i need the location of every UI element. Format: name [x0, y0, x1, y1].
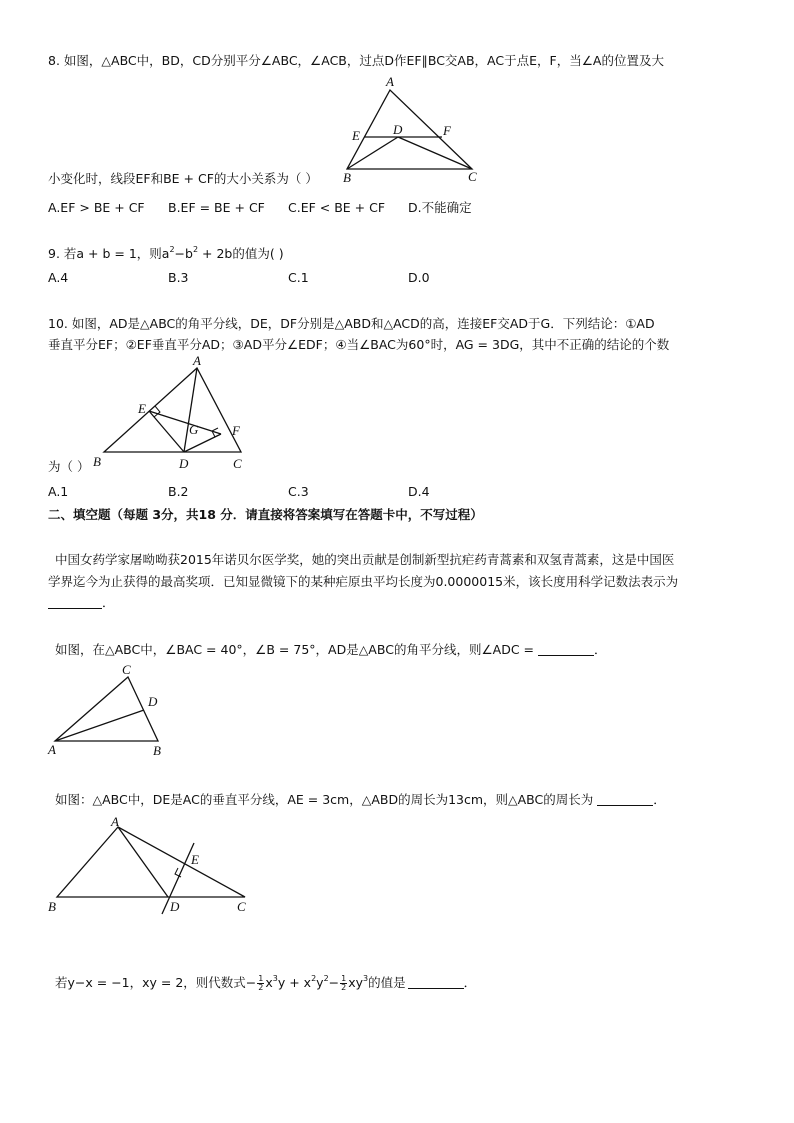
q8-label-a: A: [386, 74, 394, 89]
q8-option-c: C.EF < BE + CF: [288, 200, 386, 215]
q10-segment-ad: [184, 368, 197, 452]
q10-line3: 为（ ）: [48, 459, 90, 474]
q14-fraction-1: $\frac{1}{2}$: [258, 974, 264, 992]
q11-line2: 学界迄今为止获得的最高奖项．已知显微镜下的某种疟原虫平均长度为0.0000015米，该长度用科学记数法表示为: [48, 574, 679, 589]
q8-label-d: D: [393, 122, 403, 137]
q10-option-a: A.1: [48, 484, 69, 499]
q14-stem: 若y−x = −1，xy = 2，则代数式− $\frac{1}{2}$ $x^3y + x^2y^2-$ $\frac{1}{2}$ $xy^3$的值是 ．: [55, 974, 477, 992]
q13-label-a: A: [111, 814, 119, 829]
q13-stem: 如图：△ABC中，DE是AC的垂直平分线，AE = 3cm，△ABD的周长为13cm，则△ABC的周长为 ．: [55, 792, 666, 807]
q11-line3: ．: [48, 595, 115, 611]
q10-label-b: B: [93, 454, 101, 469]
q12-answer-blank[interactable]: [538, 643, 594, 656]
section2-title: 二、填空题（每题 3分，共18 分．请直接将答案填写在答题卡中，不写过程）: [48, 507, 483, 522]
q9-stem: 9. 若a + b = 1，则$a^2-b^2 + 2b$的值为( ): [48, 245, 284, 261]
q13-label-e: E: [191, 852, 199, 867]
q8-segment-cd: [398, 137, 472, 169]
q12-label-b: B: [153, 743, 161, 758]
q13-triangle-abc: [57, 827, 245, 897]
q10-option-d: D.4: [408, 484, 430, 499]
q12-label-c: C: [122, 662, 131, 677]
q12-label-a: A: [48, 742, 56, 757]
q13-label-b: B: [48, 899, 56, 914]
q14-answer-blank[interactable]: [408, 976, 464, 989]
q12-figure: [45, 660, 175, 760]
q12-triangle-abc: [55, 677, 158, 741]
q9-option-c: C.1: [288, 270, 309, 285]
q10-line1: 10. 如图，AD是△ABC的角平分线，DE，DF分别是△ABD和△ACD的高，连接EF交AD于G．下列结论：①AD: [48, 316, 655, 331]
q12-label-d: D: [148, 694, 158, 709]
q14-fraction-2: $\frac{1}{2}$: [341, 974, 347, 992]
q8-line1: 8. 如图，△ABC中，BD，CD分别平分∠ABC，∠ACB，过点D作EF∥BC交AB，AC于点E，F，当∠A的位置及大: [48, 53, 664, 68]
q10-label-d: D: [179, 456, 189, 471]
q8-label-f: F: [443, 123, 451, 138]
q10-right-angle-e: [154, 406, 160, 417]
q10-label-c: C: [233, 456, 242, 471]
q10-option-c: C.3: [288, 484, 309, 499]
q9-option-b: B.3: [168, 270, 189, 285]
q8-option-d: D.不能确定: [408, 200, 472, 215]
q12-segment-ad: [55, 710, 144, 741]
q8-label-c: C: [468, 169, 477, 184]
q10-label-a: A: [193, 353, 201, 368]
q10-label-g: G: [189, 422, 199, 437]
q10-figure: [88, 355, 258, 475]
q8-line2: 小变化时，线段EF和BE + CF的大小关系为（ ）: [48, 171, 318, 186]
q10-label-f: F: [232, 423, 240, 438]
q9-option-a: A.4: [48, 270, 69, 285]
q9-option-d: D.0: [408, 270, 430, 285]
q13-label-d: D: [170, 899, 180, 914]
q8-option-b: B.EF = BE + CF: [168, 200, 265, 215]
q11-answer-blank[interactable]: [48, 596, 102, 609]
q11-line1: 中国女药学家屠呦呦获2015年诺贝尔医学奖，她的突出贡献是创制新型抗疟药青蒿素和双氢青蒿素，这是中国医: [55, 552, 675, 567]
q8-label-b: B: [343, 170, 351, 185]
q8-option-a: A.EF > BE + CF: [48, 200, 145, 215]
q10-segment-ef: [149, 411, 221, 434]
q10-label-e: E: [138, 401, 146, 416]
q8-label-e: E: [352, 128, 360, 143]
q13-label-c: C: [237, 899, 246, 914]
q10-line2: 垂直平分EF；②EF垂直平分AD；③AD平分∠EDF；④当∠BAC为60°时，AG = 3DG，其中不正确的结论的个数: [48, 337, 670, 352]
q13-figure: [45, 815, 255, 920]
q13-answer-blank[interactable]: [597, 793, 653, 806]
q8-figure: [335, 72, 485, 187]
q12-stem: 如图，在△ABC中，∠BAC = 40°，∠B = 75°，AD是△ABC的角平分线，则∠ADC = ．: [55, 642, 607, 657]
q10-option-b: B.2: [168, 484, 189, 499]
q13-segment-ad: [118, 827, 168, 897]
